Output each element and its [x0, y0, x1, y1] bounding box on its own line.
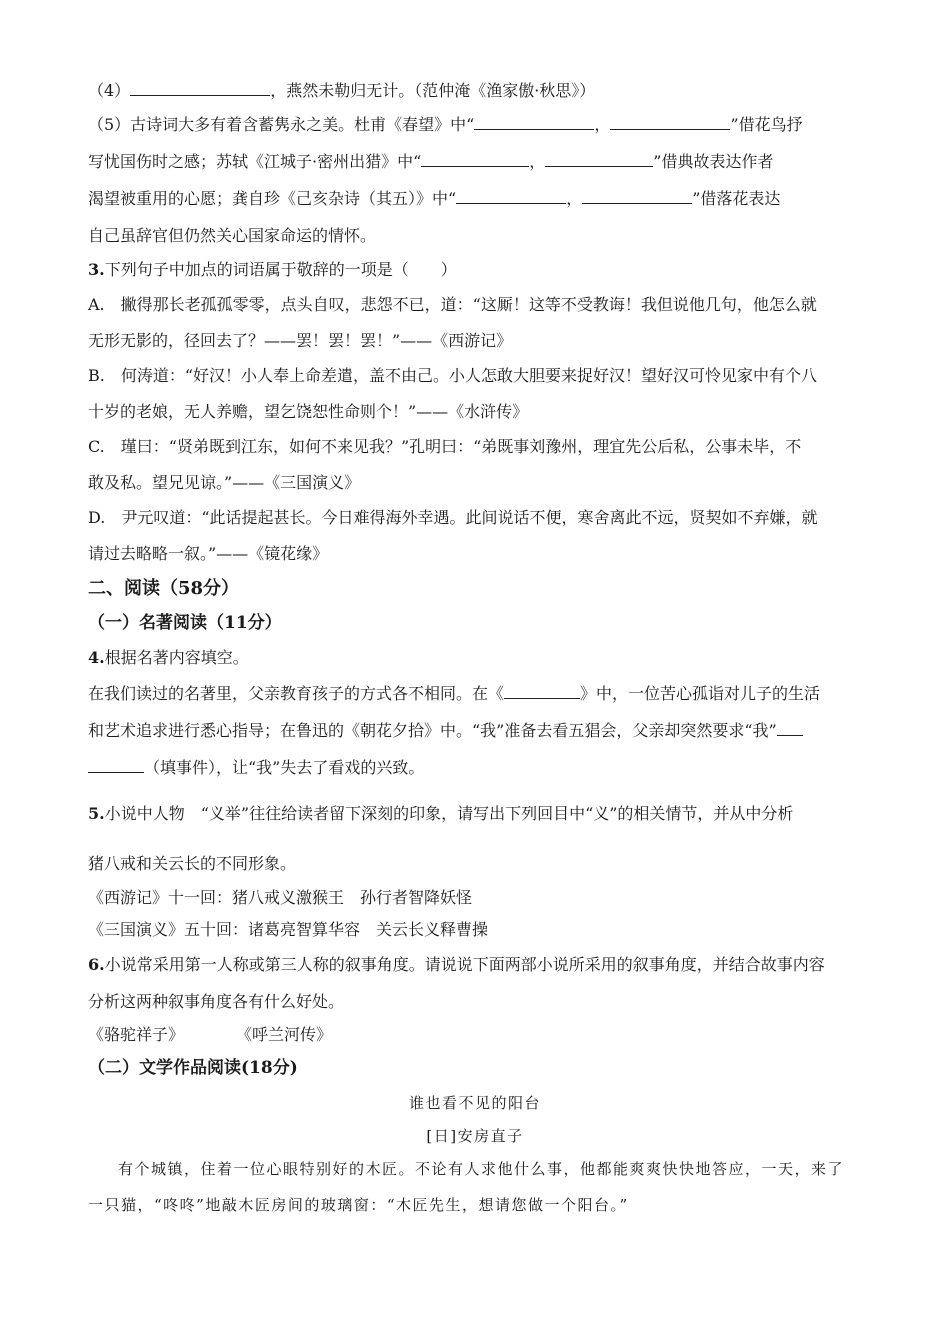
subsection-heading-classics: （一）名著阅读（11分）	[88, 613, 282, 633]
story-paragraph-line2: 一只猫，“咚咚”地敲木匠房间的玻璃窗：“木匠先生，想请您做一个阳台。”	[88, 1196, 629, 1214]
story-title: 谁也看不见的阳台	[408, 1094, 541, 1112]
answer-blank[interactable]	[456, 189, 566, 204]
q4-line2: 和艺术追求进行悉心指导；在鲁迅的《朝花夕拾》中。“我”准备去看五猖会，父亲却突然要求“我”	[88, 720, 862, 742]
q2-item5-line2: 写忧国伤时之感；苏轼《江城子·密州出猎》中“ ， ”借典故表达作者	[88, 152, 774, 171]
q5-line1: 5.小说中人物 “义举”往往给读者留下深刻的印象，请写出下列回目中“义”的相关情节，并从中分析	[88, 804, 794, 823]
q6-line1: 6.小说常采用第一人称或第三人称的叙事角度。请说说下面两部小说所采用的叙事角度，并结合故事内容	[88, 955, 825, 974]
q2-item5-line1: （5）古诗词大多有着含蓄隽永之美。杜甫《春望》中“ ， ”借花鸟抒	[88, 115, 803, 134]
q5-chapter-sanguo: 《三国演义》五十回：诸葛亮智算华容 关云长义释曹操	[88, 920, 489, 939]
q4-line1: 在我们读过的名著里，父亲教育孩子的方式各不相同。在《 》中，一位苦心孤诣对儿子的生活	[88, 684, 821, 703]
answer-blank[interactable]	[777, 721, 803, 736]
answer-blank[interactable]	[545, 152, 653, 167]
subsection-heading-literature: （二）文学作品阅读(18分)	[88, 1058, 298, 1078]
answer-blank[interactable]	[474, 115, 594, 130]
q3-option-b-line2: 十岁的老娘，无人养赡，望乞饶恕性命则个！”——《水浒传》	[88, 402, 529, 421]
q3-option-b-line1: B. 何涛道：“好汉！小人奉上命差遣，盖不由己。小人怎敢大胆要来捉好汉！望好汉可怜见家中有个八	[88, 366, 818, 385]
q6-line2: 分析这两种叙事角度各有什么好处。	[88, 992, 345, 1011]
q3-option-d-line1: D. 尹元叹道：“此话提起甚长。今日难得海外幸遇。此间说话不便，寒舍离此不远，贤契如不弃嫌，就	[88, 508, 818, 527]
q3-option-c-line2: 敢及私。望兄见谅。”——《三国演义》	[88, 473, 361, 492]
q5-chapter-xiyouji: 《西游记》十一回：猪八戒义激猴王 孙行者智降妖怪	[88, 888, 473, 907]
answer-blank[interactable]	[582, 189, 692, 204]
q3-option-c-line1: C. 瑾曰：“贤弟既到江东，如何不来见我？”孔明曰：“弟既事刘豫州，理宜先公后私，公事未毕，不	[88, 437, 802, 456]
q4-line3: （填事件），让“我”失去了看戏的兴致。	[88, 757, 862, 779]
q3-option-d-line2: 请过去略略一叙。”——《镜花缘》	[88, 544, 329, 563]
q4-stem: 4.根据名著内容填空。	[88, 648, 249, 667]
q3-stem: 3.下列句子中加点的词语属于敬辞的一项是（ ）	[88, 260, 457, 279]
answer-blank[interactable]	[610, 115, 730, 130]
q3-option-a-line1: A. 撇得那长老孤孤零零，点头自叹，悲怨不已，道：“这厮！这等不受教诲！我但说他几句，他怎么就	[88, 295, 817, 314]
story-paragraph-line1: 有个城镇，住着一位心眼特别好的木匠。不论有人求他什么事，他都能爽爽快快地答应，一天，来了	[118, 1160, 845, 1178]
q5-line2: 猪八戒和关云长的不同形象。	[88, 854, 297, 873]
q2-item4: （4） ，燕然未勒归无计。（范仲淹《渔家傲·秋思》）	[88, 81, 596, 100]
answer-blank[interactable]	[130, 81, 270, 96]
answer-blank[interactable]	[421, 152, 529, 167]
q3-option-a-line2: 无形无影的，径回去了？——罢！罢！罢！”——《西游记》	[88, 331, 513, 350]
story-author: [日]安房直子	[426, 1127, 524, 1145]
q6-book-titles: 《骆驼祥子》 《呼兰河传》	[88, 1025, 333, 1044]
q2-item5-line3: 渴望被重用的心愿；龚自珍《己亥杂诗（其五）》中“ ， ”借落花表达	[88, 189, 781, 208]
answer-blank[interactable]	[504, 684, 580, 699]
section-heading-reading: 二、阅读（58分）	[88, 578, 240, 599]
answer-blank[interactable]	[88, 758, 144, 773]
q2-item5-line4: 自己虽辞官但仍然关心国家命运的情怀。	[88, 226, 377, 245]
